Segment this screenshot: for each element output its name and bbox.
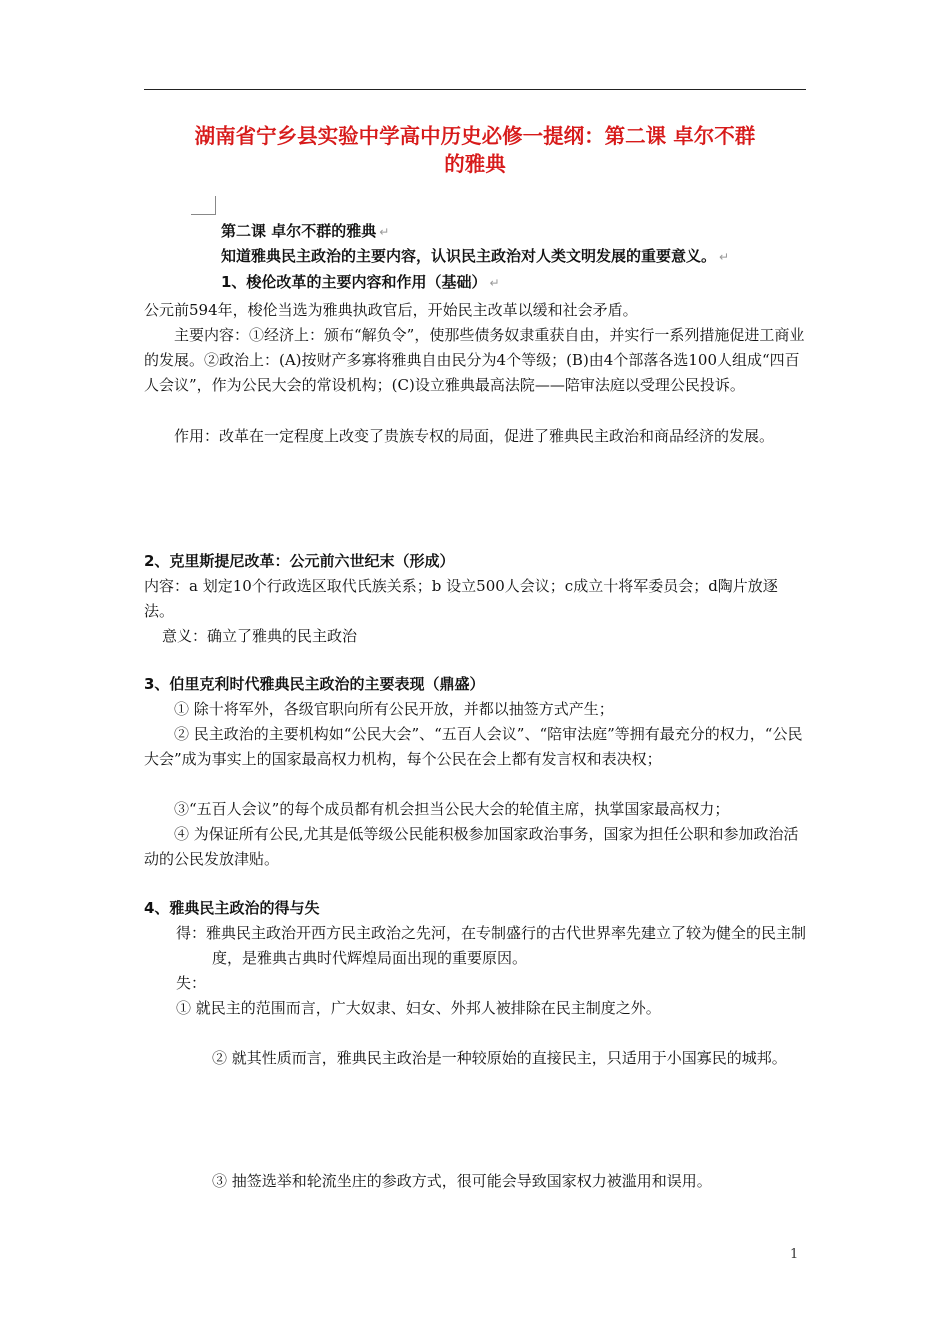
evaluation-loss-label: 失： (176, 974, 207, 992)
evaluation-loss-item: ② 就其性质而言，雅典民主政治是一种较原始的直接民主，只适用于小国寡民的城邦。 (212, 1049, 787, 1067)
cleisthenes-meaning: 意义：确立了雅典的民主政治 (162, 627, 358, 645)
pericles-item: ② 民主政治的主要机构如“公民大会”、“五百人会议”、“陪审法庭”等拥有最充分的权力，“公民大会”成为事实上的国家最高权力机构，每个公民在会上都有发言权和表决权； (144, 725, 803, 768)
objective-heading (221, 245, 729, 266)
page-number: 1 (790, 1247, 799, 1262)
section1-heading (221, 271, 500, 292)
objective-text: 知道雅典民主政治的主要内容，认识民主政治对人类文明发展的重要意义。 (221, 247, 717, 265)
margin-corner-mark (191, 196, 216, 215)
evaluation-loss-item: ③ 抽签选举和轮流坐庄的参政方式，很可能会导致国家权力被滥用和误用。 (212, 1172, 712, 1190)
evaluation-loss-item: ① 就民主的范围而言，广大奴隶、妇女、外邦人被排除在民主制度之外。 (176, 999, 661, 1017)
return-mark-icon: ↵ (379, 225, 390, 239)
solon-content: 主要内容：①经济上：颁布“解负令”，使那些债务奴隶重获自由，并实行一系列措施促进工商业的发展。②政治上：(A)按财产多寡将雅典自由民分为4个等级；(B)由4个部落各选100人组成“四百人会议”，作为公民大会的常设机构；(C)设立雅典最高法院——陪审法庭以受理公民投诉。 (144, 326, 805, 394)
document-title (144, 122, 806, 178)
pericles-item: ④ 为保证所有公民,尤其是低等级公民能积极参加国家政治事务，国家为担任公职和参加政治活动的公民发放津贴。 (144, 825, 799, 868)
title-line-1: 湖南省宁乡县实验中学高中历史必修一提纲：第二课 卓尔不群 (194, 124, 756, 148)
evaluation-heading: 4、雅典民主政治的得与失 (144, 899, 320, 917)
return-mark-icon: ↵ (719, 250, 730, 264)
return-mark-icon: ↵ (489, 276, 500, 290)
section1-heading-text: 1、梭伦改革的主要内容和作用（基础） (221, 273, 487, 291)
pericles-item: ③“五百人会议”的每个成员都有机会担当公民大会的轮值主席，执掌国家最高权力； (174, 800, 730, 818)
title-line-2: 的雅典 (444, 152, 506, 176)
pericles-item: ① 除十将军外，各级官职向所有公民开放，并都以抽签方式产生； (174, 700, 614, 718)
pericles-heading: 3、伯里克利时代雅典民主政治的主要表现（鼎盛） (144, 675, 485, 693)
cleisthenes-content: 内容：a 划定10个行政选区取代氏族关系；b 设立500人会议；c成立十将军委员会；d陶片放逐法。 (144, 577, 778, 620)
lesson-heading (221, 220, 389, 241)
evaluation-gain: 得：雅典民主政治开西方民主政治之先河，在专制盛行的古代世界率先建立了较为健全的民主制度，是雅典古典时代辉煌局面出现的重要原因。 (176, 924, 807, 967)
header-rule (144, 89, 806, 90)
cleisthenes-heading: 2、克里斯提尼改革：公元前六世纪末（形成） (144, 552, 455, 570)
solon-intro: 公元前594年，梭伦当选为雅典执政官后，开始民主改革以缓和社会矛盾。 (144, 301, 638, 319)
lesson-heading-text: 第二课 卓尔不群的雅典 (221, 222, 377, 240)
solon-effect: 作用：改革在一定程度上改变了贵族专权的局面，促进了雅典民主政治和商品经济的发展。 (174, 427, 775, 445)
